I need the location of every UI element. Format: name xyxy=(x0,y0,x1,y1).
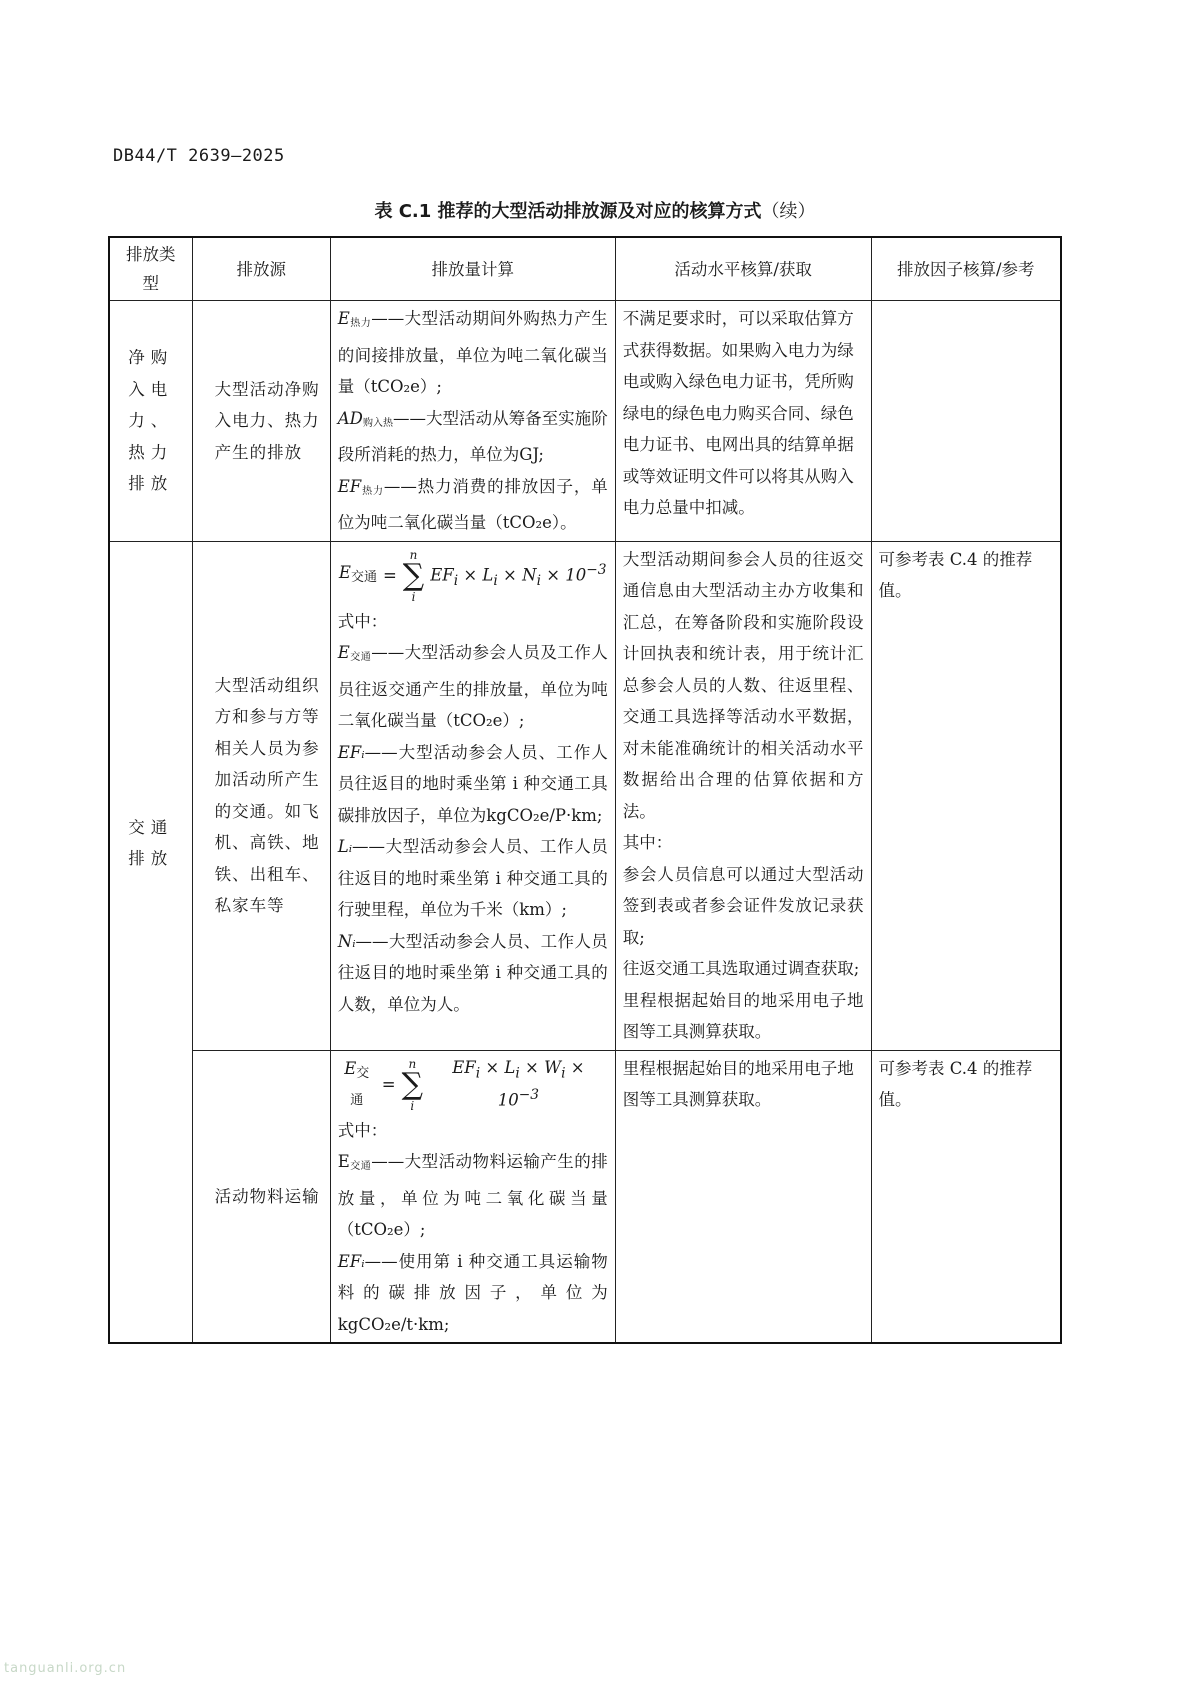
summation-symbol: n ∑ i xyxy=(402,547,425,604)
calc-line: 式中： xyxy=(337,611,388,631)
watermark: tanguanli.org.cn xyxy=(4,1661,127,1676)
caption-continued: （续） xyxy=(761,201,816,222)
cell-activity: 大型活动期间参会人员的往返交通信息由大型活动主办方收集和汇总，在筹备阶段和实施阶段设计回执表和统计表，用于统计汇总参会人员的人数、往返里程、交通工具选择等活动水平数据，对未能准确统计的相关活动水平数据给出合理的估算依据和方法。 其中： 参会人员信息可以通过大型活动签到表或者参会证件发放记录获取; 往返交通工具选取通过调查获取; 里程根据起始目的地采用电子地图等工具测算获取。 xyxy=(615,541,871,1050)
calc-line: $E_{交通}——$大型活动参会人员及工作人员往返交通产生的排放量，单位为吨二氧化碳当量（tCO₂e）; xyxy=(337,643,608,730)
cell-factor xyxy=(871,301,1061,542)
summation-symbol: n ∑ i xyxy=(401,1056,424,1113)
cell-emission-source: 大型活动组织方和参与方等相关人员为参加活动所产生的交通。如飞机、高铁、地铁、出租车、私家车等 xyxy=(192,541,330,1050)
transport-formula: $E_{交通}$ = n ∑ i $EF_i \times L_i \times N_i \times 10^{-3}$ xyxy=(338,547,607,604)
cell-emission-type: 交通排放 xyxy=(109,541,192,1343)
col-header-calculation: 排放量计算 xyxy=(330,237,615,301)
cell-activity: 里程根据起始目的地采用电子地图等工具测算获取。 xyxy=(615,1050,871,1343)
table-row xyxy=(109,1050,1061,1343)
table-caption xyxy=(0,197,1190,223)
cell-activity: 不满足要求时，可以采取估算方式获得数据。如果购入电力为绿电或购入绿色电力证书，凭所购绿电的绿色电力购买合同、绿色电力证书、电网出具的结算单据或等效证明文件可以将其从购入电力总量中扣减。 xyxy=(615,301,871,542)
calc-line: EFᵢ——大型活动参会人员、工作人员往返目的地时乘坐第 i 种交通工具碳排放因子，单位为kgCO₂e/P·km; xyxy=(337,742,608,825)
emission-source-table xyxy=(108,236,1062,1344)
col-header-source: 排放源 xyxy=(192,237,330,301)
cell-emission-source: 大型活动净购入电力、热力产生的排放 xyxy=(192,301,330,542)
cell-factor: 可参考表 C.4 的推荐值。 xyxy=(871,1050,1061,1343)
cell-emission-type: 净购入电力、热力排放 xyxy=(109,301,192,542)
calc-line: Nᵢ——大型活动参会人员、工作人员往返目的地时乘坐第 i 种交通工具的人数，单位为人。 xyxy=(337,931,608,1014)
calc-line: 式中： xyxy=(337,1120,388,1140)
document-code: DB44/T 2639—2025 xyxy=(113,146,285,166)
calc-line: Lᵢ——大型活动参会人员、工作人员往返目的地时乘坐第 i 种交通工具的行驶里程，单位为千米（km）; xyxy=(337,837,608,919)
col-header-factor: 排放因子核算/参考 xyxy=(871,237,1061,301)
table-row xyxy=(109,301,1061,542)
cell-calculation xyxy=(330,541,615,1050)
calc-line: $E_{热力}——$大型活动期间外购热力产生的间接排放量，单位为吨二氧化碳当量（tCO₂e）; xyxy=(337,309,608,396)
cell-calculation xyxy=(330,1050,615,1343)
cell-calculation xyxy=(330,301,615,542)
calc-line: EFᵢ——使用第 i 种交通工具运输物料的碳排放因子，单位为kgCO₂e/t·km; xyxy=(337,1251,608,1334)
caption-title: 表 C.1 推荐的大型活动排放源及对应的核算方式 xyxy=(374,201,762,222)
calc-line: $AD_{购入热}——$大型活动从筹备至实施阶段所消耗的热力，单位为GJ; xyxy=(337,408,608,464)
cell-emission-source: 活动物料运输 xyxy=(192,1050,330,1343)
calc-line: $EF_{热力}——$热力消费的排放因子，单位为吨二氧化碳当量（tCO₂e）。 xyxy=(337,476,608,532)
col-header-activity: 活动水平核算/获取 xyxy=(615,237,871,301)
cell-factor: 可参考表 C.4 的推荐值。 xyxy=(871,541,1061,1050)
table-header-row xyxy=(109,237,1061,301)
table-row xyxy=(109,541,1061,1050)
calc-line: $E_{交通}——$大型活动物料运输产生的排放量，单位为吨二氧化碳当量（tCO₂e）; xyxy=(337,1152,608,1239)
col-header-type: 排放类型 xyxy=(109,237,192,301)
material-transport-formula: $E_{交通}$ = n ∑ i $EF_i \times L_i \times W_i \times 10^{-3}$ xyxy=(344,1056,585,1113)
